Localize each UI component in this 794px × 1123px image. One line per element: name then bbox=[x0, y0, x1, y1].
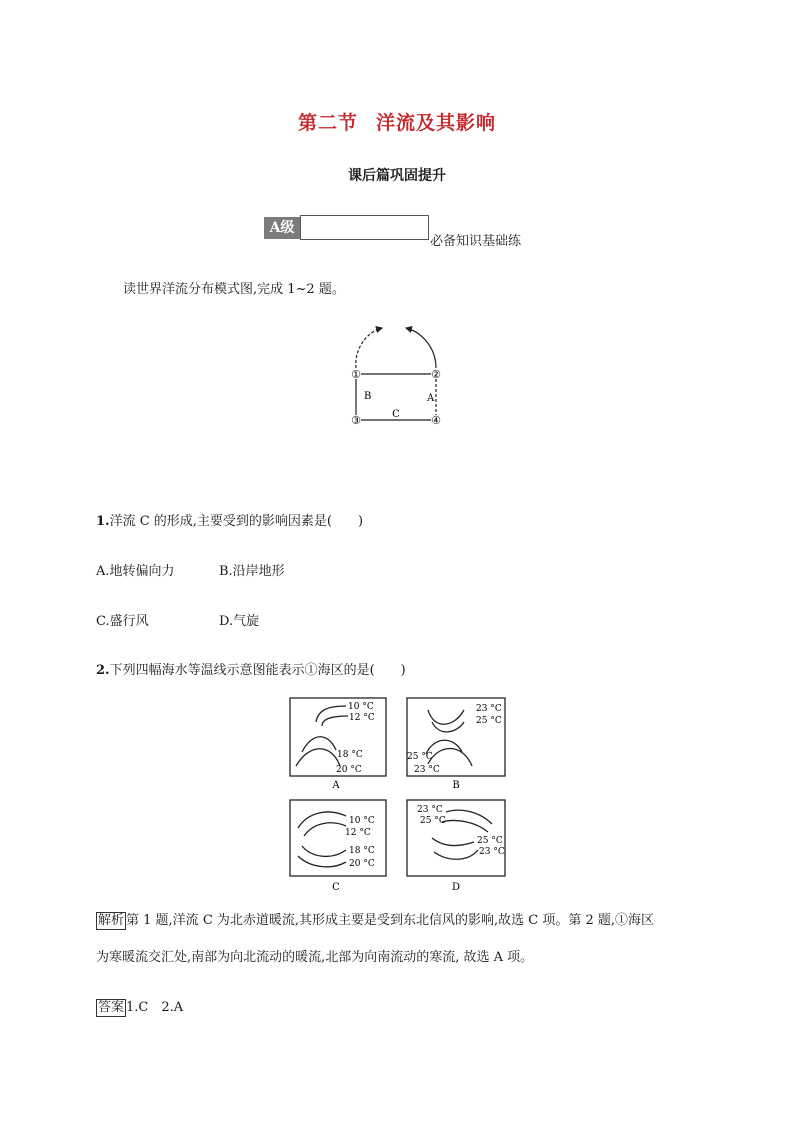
option-1d: D.气旋 bbox=[219, 614, 260, 629]
warm-current-arc bbox=[406, 328, 436, 368]
analysis-tag: 解析 bbox=[98, 913, 125, 928]
option-1c: C.盛行风 bbox=[96, 614, 149, 629]
panel-c bbox=[290, 800, 386, 893]
panel-c-temp-3: 18 °C bbox=[349, 846, 375, 856]
panel-d-temp-1: 23 °C bbox=[417, 805, 443, 815]
current-pattern-figure bbox=[340, 322, 460, 432]
panel-b bbox=[407, 698, 505, 791]
page-title bbox=[0, 108, 794, 135]
answer-text: 1.C 2.A bbox=[126, 1000, 184, 1015]
section-title: 洋流及其影响 bbox=[376, 112, 497, 134]
analysis-line-1 bbox=[96, 911, 696, 931]
level-text: 必备知识基础练 bbox=[430, 234, 522, 249]
panel-a-temp-3: 18 °C bbox=[337, 750, 363, 760]
panel-a bbox=[290, 698, 386, 791]
intro-text: 读世界洋流分布模式图,完成 1~2 题。 bbox=[123, 282, 345, 297]
panel-a-temp-1: 10 °C bbox=[348, 702, 374, 712]
answer-line bbox=[96, 998, 183, 1018]
panel-b-temp-1: 23 °C bbox=[476, 704, 502, 714]
node-2: ② bbox=[431, 368, 441, 381]
panel-a-temp-4: 20 °C bbox=[336, 765, 362, 775]
panel-c-temp-2: 12 °C bbox=[345, 828, 371, 838]
panel-b-label: B bbox=[452, 780, 460, 791]
panel-a-temp-2: 12 °C bbox=[349, 713, 375, 723]
level-badge: A级 bbox=[264, 217, 300, 239]
section-number: 第二节 bbox=[297, 112, 358, 134]
question-2 bbox=[96, 659, 406, 678]
node-3: ③ bbox=[351, 414, 361, 427]
level-box bbox=[300, 215, 429, 240]
node-1: ① bbox=[351, 368, 361, 381]
page-subtitle: 课后篇巩固提升 bbox=[348, 168, 446, 184]
question-1 bbox=[96, 510, 363, 529]
panel-c-label: C bbox=[332, 882, 340, 893]
cold-current-arc bbox=[356, 328, 382, 368]
question-1-number: 1. bbox=[96, 514, 110, 529]
option-1a: A.地转偏向力 bbox=[96, 564, 175, 579]
analysis-line-2: 为寒暖流交汇处,南部为向北流动的暖流,北部为向南流动的寒流, 故选 A 项。 bbox=[96, 950, 534, 965]
label-b: B bbox=[364, 391, 372, 402]
option-1b: B.沿岸地形 bbox=[219, 564, 285, 579]
panel-b-temp-3: 25 °C bbox=[407, 752, 433, 762]
answer-tag: 答案 bbox=[98, 1000, 125, 1015]
panel-b-temp-2: 25 °C bbox=[476, 716, 502, 726]
panel-d-label: D bbox=[451, 882, 461, 893]
isotherm-figure bbox=[288, 696, 510, 894]
node-4: ④ bbox=[431, 414, 441, 427]
panel-b-temp-4: 23 °C bbox=[414, 765, 440, 775]
panel-d-temp-4: 23 °C bbox=[479, 847, 505, 857]
panel-c-temp-4: 20 °C bbox=[349, 859, 375, 869]
panel-a-label: A bbox=[332, 780, 340, 791]
question-2-text: 下列四幅海水等温线示意图能表示①海区的是( ) bbox=[109, 663, 406, 678]
label-c: C bbox=[392, 409, 400, 420]
panel-d bbox=[407, 800, 505, 893]
analysis-text-1: 第 1 题,洋流 C 为北赤道暖流,其形成主要是受到东北信风的影响,故选 C 项。第 2 题,①海区 bbox=[126, 913, 655, 928]
question-1-text: 洋流 C 的形成,主要受到的影响因素是( ) bbox=[109, 514, 364, 529]
panel-d-temp-3: 25 °C bbox=[477, 836, 503, 846]
label-a: A bbox=[427, 393, 435, 404]
panel-d-temp-2: 25 °C bbox=[420, 816, 446, 826]
question-2-number: 2. bbox=[96, 663, 110, 678]
panel-c-temp-1: 10 °C bbox=[349, 816, 375, 826]
